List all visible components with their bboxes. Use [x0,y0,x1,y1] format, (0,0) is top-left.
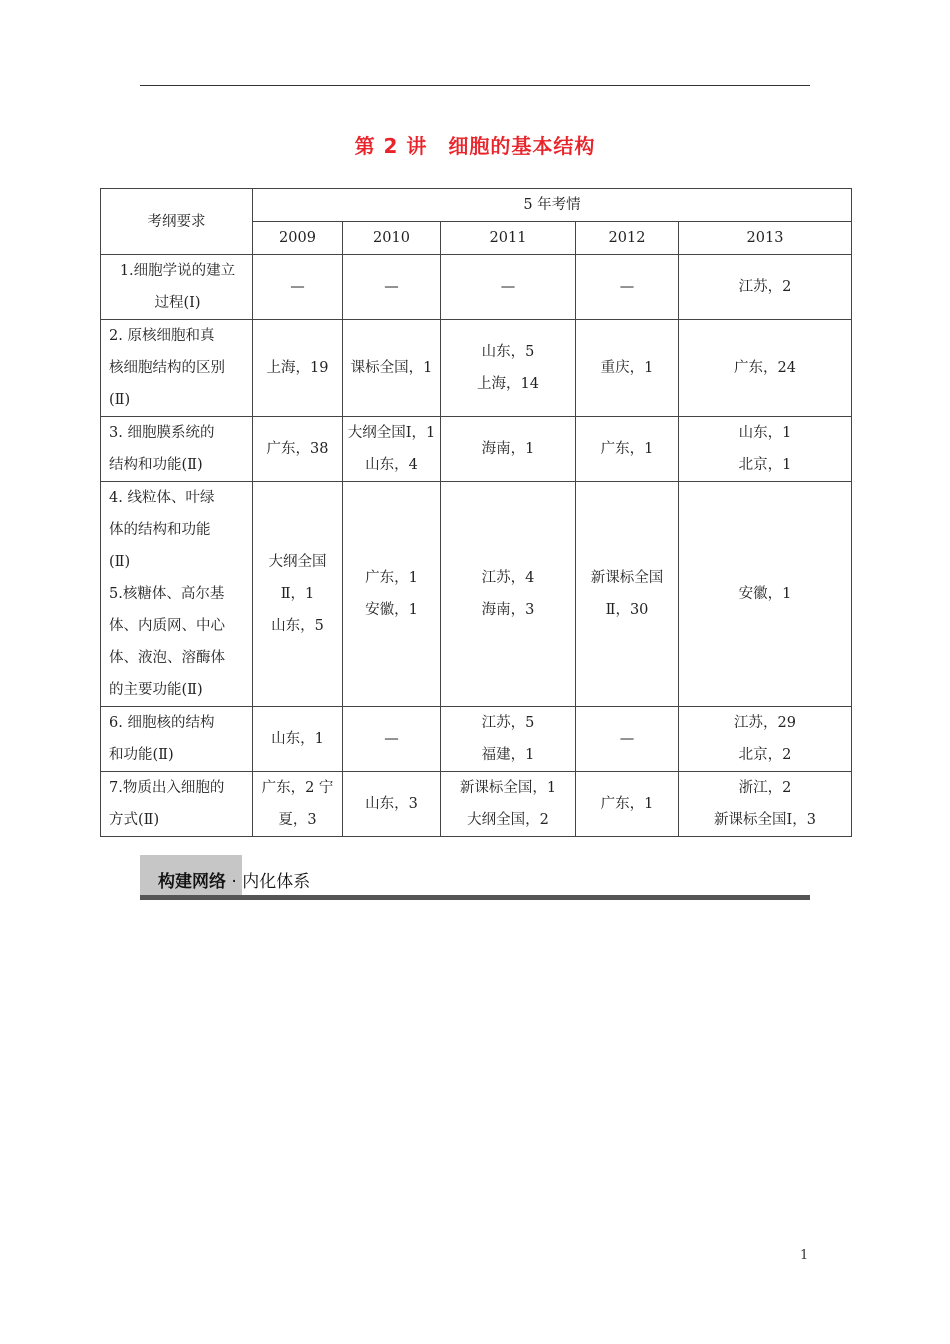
exam-cell [343,707,441,772]
section-heading [158,867,310,892]
requirement-line: 6. 细胞核的结构 [109,715,215,731]
exam-cell-line: 江苏，2 [738,279,792,295]
exam-cell-line: 安徽，1 [365,602,418,618]
exam-cell-line: 广东，2 宁 [261,780,334,796]
exam-cell [679,772,852,837]
exam-cell-line: Ⅱ，1 [280,586,315,602]
requirement-cell [101,707,253,772]
exam-cell [679,255,852,320]
exam-cell [679,320,852,417]
exam-cell-line: 广东，1 [365,570,418,586]
requirement-cell [101,417,253,482]
year-header: 2012 [576,222,679,255]
requirement-header: 考纲要求 [101,189,253,255]
requirement-line: 3. 细胞膜系统的 [109,425,215,441]
section-heading-separator: · [231,872,237,892]
page-title: 第 2 讲 细胞的基本结构 [354,134,596,158]
exam-table [100,188,852,837]
table-row [101,417,852,482]
exam-cell-line: 山东，3 [365,796,418,812]
table-row [101,482,852,707]
exam-cell-line: 大纲全国Ⅰ，1 [347,425,436,441]
top-rule [140,85,810,86]
five-year-header: 5 年考情 [253,189,852,222]
exam-cell [253,772,343,837]
exam-cell-line: 福建，1 [481,747,535,763]
exam-cell-line: 大纲全国 [268,554,327,570]
exam-cell [576,417,679,482]
exam-cell-line: 广东，38 [266,441,329,457]
exam-cell [343,255,441,320]
exam-cell-line: 大纲全国，2 [467,812,549,828]
exam-cell [576,482,679,707]
exam-cell-line: — [619,731,635,747]
table-row [101,255,852,320]
exam-cell-line: 广东，24 [734,360,796,376]
exam-cell [576,320,679,417]
section-heading-normal: 内化体系 [242,872,311,892]
exam-cell [441,255,576,320]
exam-cell [253,707,343,772]
exam-cell [576,772,679,837]
exam-cell [343,772,441,837]
exam-cell-line: Ⅱ，30 [605,602,649,618]
exam-cell [253,417,343,482]
exam-cell-line: 课标全国，1 [350,360,433,376]
requirement-cell [101,772,253,837]
exam-cell [343,417,441,482]
exam-cell-line: 海南，1 [481,441,535,457]
exam-cell-line: 广东，1 [600,796,654,812]
exam-cell-line: — [619,279,635,295]
exam-cell-line: 重庆，1 [600,360,654,376]
exam-cell-line: 海南，3 [481,602,535,618]
section-banner [140,855,810,900]
requirement-cell [101,255,253,320]
exam-cell-line: 山东，1 [738,425,792,441]
requirement-line: (Ⅱ) [109,554,131,570]
exam-cell [576,255,679,320]
year-header: 2009 [253,222,343,255]
exam-cell-line: 山东，5 [481,344,535,360]
page-number: 1 [800,1248,809,1263]
requirement-cell [101,320,253,417]
exam-cell [679,707,852,772]
exam-cell [441,417,576,482]
requirement-line: 2. 原核细胞和真 [109,328,215,344]
requirement-line: 体、液泡、溶酶体 [109,650,225,666]
exam-cell [576,707,679,772]
requirement-line: 5.核糖体、高尔基 [109,586,225,602]
exam-cell-line: 上海，19 [266,360,329,376]
requirement-line: 方式(Ⅱ) [109,812,160,828]
banner-rule [140,895,810,900]
exam-cell-line: — [384,279,399,295]
requirement-line: 结构和功能(Ⅱ) [109,457,203,473]
requirement-line: (Ⅱ) [109,392,131,408]
table-row [101,772,852,837]
exam-cell-line: 广东，1 [600,441,654,457]
requirement-line: 体、内质网、中心 [109,618,225,634]
table-row [101,707,852,772]
requirement-line: 过程(Ⅰ) [154,295,201,311]
exam-cell-line: 江苏，29 [734,715,796,731]
requirement-line: 核细胞结构的区别 [109,360,225,376]
exam-cell [253,320,343,417]
exam-cell-line: 北京，1 [738,457,792,473]
exam-cell [343,482,441,707]
exam-cell-line: 浙江，2 [738,780,792,796]
exam-cell-line: — [290,279,305,295]
exam-cell-line: 江苏，4 [481,570,535,586]
requirement-line: 1.细胞学说的建立 [119,263,236,279]
exam-cell [679,482,852,707]
requirement-line: 体的结构和功能 [109,522,211,538]
exam-cell [441,320,576,417]
exam-cell-line: 上海，14 [477,376,539,392]
exam-cell [253,482,343,707]
requirement-line: 7.物质出入细胞的 [109,780,225,796]
exam-cell [441,482,576,707]
year-header: 2011 [441,222,576,255]
year-header: 2010 [343,222,441,255]
requirement-line: 的主要功能(Ⅱ) [109,682,203,698]
exam-cell [253,255,343,320]
requirement-line: 4. 线粒体、叶绿 [109,490,215,506]
section-heading-bold: 构建网络 [158,872,226,892]
exam-cell [441,772,576,837]
exam-cell-line: 江苏，5 [481,715,535,731]
exam-cell [679,417,852,482]
exam-cell-line: — [500,279,516,295]
exam-cell-line: — [384,731,399,747]
exam-cell-line: 新课标全国 [590,570,664,586]
exam-cell-line: 新课标全国Ⅰ，3 [714,812,816,828]
exam-cell [343,320,441,417]
exam-cell-line: 北京，2 [738,747,792,763]
exam-cell-line: 新课标全国，1 [459,780,557,796]
table-row [101,320,852,417]
requirement-line: 和功能(Ⅱ) [109,747,174,763]
exam-cell [441,707,576,772]
exam-cell-line: 山东，5 [271,618,324,634]
exam-cell-line: 山东，1 [271,731,324,747]
requirement-cell [101,482,253,707]
year-header: 2013 [679,222,852,255]
exam-cell-line: 山东，4 [365,457,418,473]
exam-cell-line: 安徽，1 [738,586,792,602]
exam-cell-line: 夏，3 [278,812,317,828]
